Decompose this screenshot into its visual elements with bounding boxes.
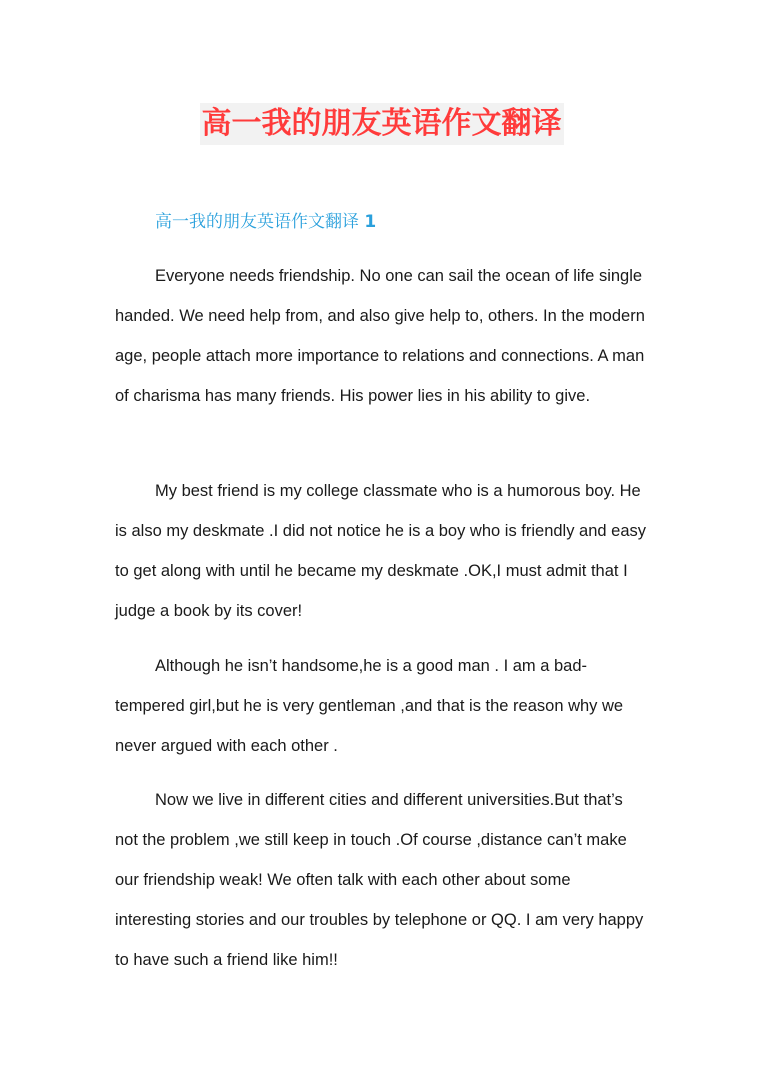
title-container <box>0 103 763 145</box>
section-heading <box>155 210 376 234</box>
paragraph-4: Now we live in different cities and different universities.But that’s not the problem ,we still keep in touch .Of course ,distance can’t make our friendship weak! We often talk with each other about some interesting stories and our troubles by telephone or QQ. I am very happy to have such a friend like him!! <box>115 791 644 969</box>
paragraph-2: My best friend is my college classmate who is a humorous boy. He is also my deskmate .I did not notice he is a boy who is friendly and easy to get along with until he became my deskmate .OK,I must admit that I judge a book by its cover! <box>115 482 647 620</box>
paragraph-3: Although he isn’t handsome,he is a good man . I am a bad-tempered girl,but he is very gentleman ,and that is the reason why we never argued with each other . <box>115 657 624 755</box>
section-heading-text: 高一我的朋友英语作文翻译 <box>155 212 359 232</box>
paragraph-1: Everyone needs friendship. No one can sail the ocean of life single handed. We need help from, and also give help to, others. In the modern age, people attach more importance to relations and connections. A man of charisma has many friends. His power lies in his ability to give. <box>115 267 645 405</box>
section-heading-number: 1 <box>364 212 377 232</box>
page-title: 高一我的朋友英语作文翻译 <box>200 103 564 145</box>
